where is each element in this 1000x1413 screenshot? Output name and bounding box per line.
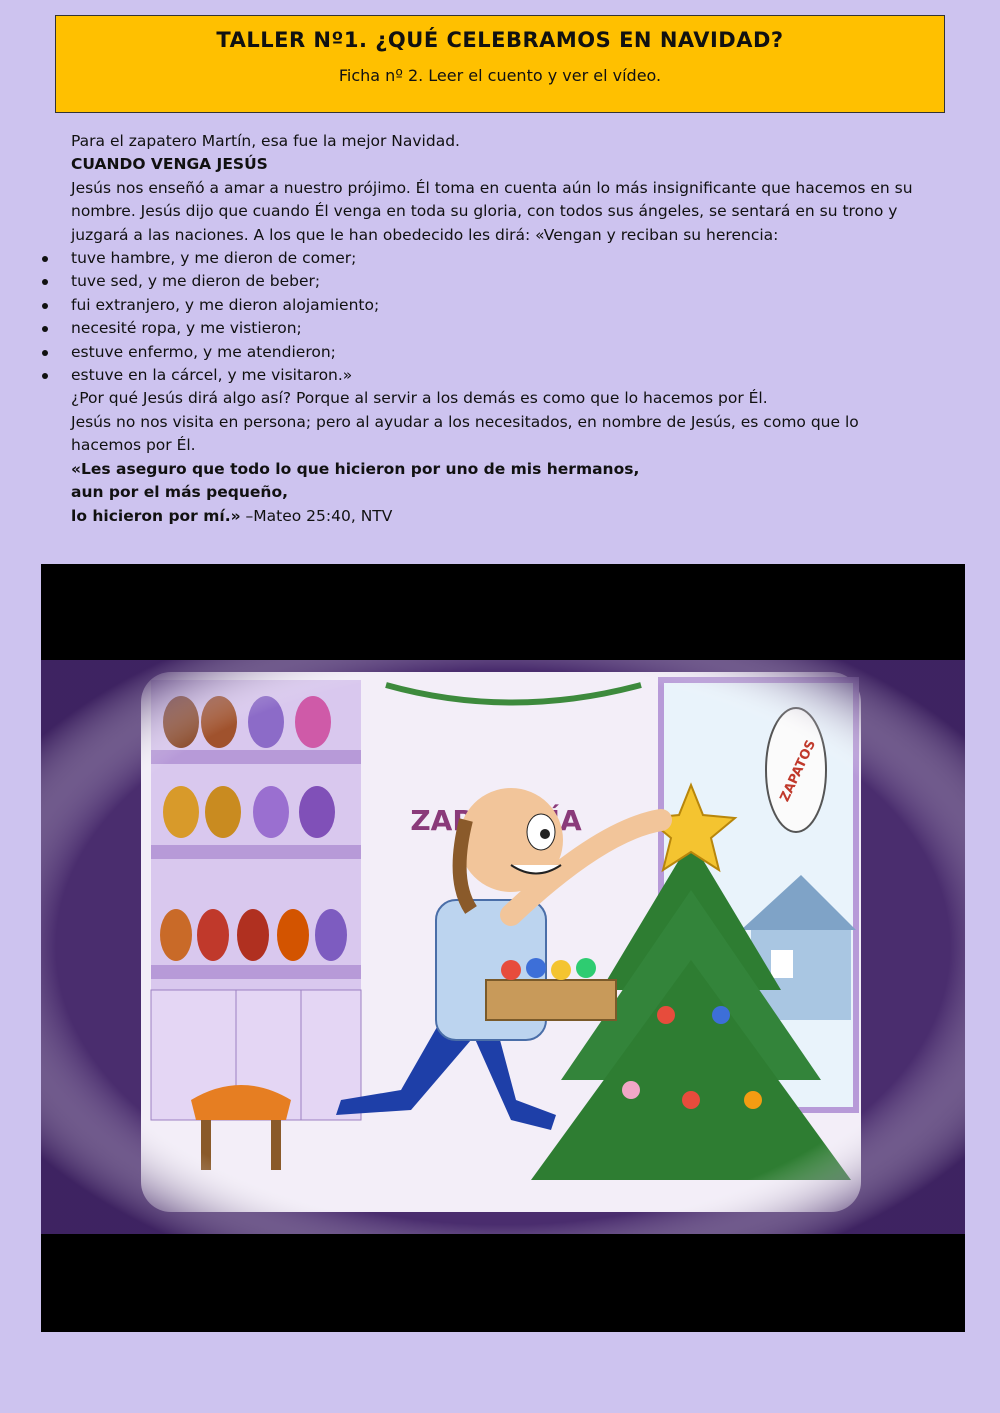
list-item: estuve enfermo, y me atendieron; (71, 341, 931, 364)
quote-line-1: «Les aseguro que todo lo que hicieron por uno de mis hermanos, (71, 459, 640, 478)
list-item: fui extranjero, y me dieron alojamiento; (71, 294, 931, 317)
story-paragraph: Jesús nos enseñó a amar a nuestro prójimo. Él toma en cuenta aún lo más insignificante que hacemos en su nombre. Jesús dijo que cuando Él venga en toda su gloria, con todos sus ángeles, se sentará en su trono y juzgará a las naciones. A los que le han obedecido les dirá: «Vengan y reciban su herencia: (71, 178, 913, 244)
bible-citation: –Mateo 25:40, NTV (240, 506, 393, 525)
story-explanation: Jesús no nos visita en persona; pero al ayudar a los necesitados, en nombre de Jesús, es como que lo hacemos por Él. (71, 412, 859, 455)
quote-line-2: aun por el más pequeño, (71, 483, 288, 502)
video-player[interactable] (41, 564, 965, 1332)
story-question: ¿Por qué Jesús dirá algo así? Porque al servir a los demás es como que lo hacemos por Él. (71, 389, 768, 408)
story-heading: CUANDO VENGA JESÚS (71, 155, 268, 174)
vignette (41, 660, 965, 1234)
quote-line-3 (71, 505, 931, 528)
list-item: tuve sed, y me dieron de beber; (71, 270, 931, 293)
list-item: estuve en la cárcel, y me visitaron.» (71, 364, 931, 387)
worksheet-title: TALLER Nº1. ¿QUÉ CELEBRAMOS EN NAVIDAD? (216, 28, 784, 52)
list-item: necesité ropa, y me vistieron; (71, 317, 931, 340)
story-intro: Para el zapatero Martín, esa fue la mejor Navidad. (71, 132, 460, 150)
quote-end: lo hicieron por mí.» (71, 506, 241, 525)
shoemaker-illustration (41, 660, 965, 1234)
worksheet-header (55, 15, 945, 113)
story-text (71, 130, 931, 528)
list-item: tuve hambre, y me dieron de comer; (71, 247, 931, 270)
needs-list (71, 247, 931, 387)
worksheet-subtitle: Ficha nº 2. Leer el cuento y ver el vídeo. (338, 66, 662, 85)
